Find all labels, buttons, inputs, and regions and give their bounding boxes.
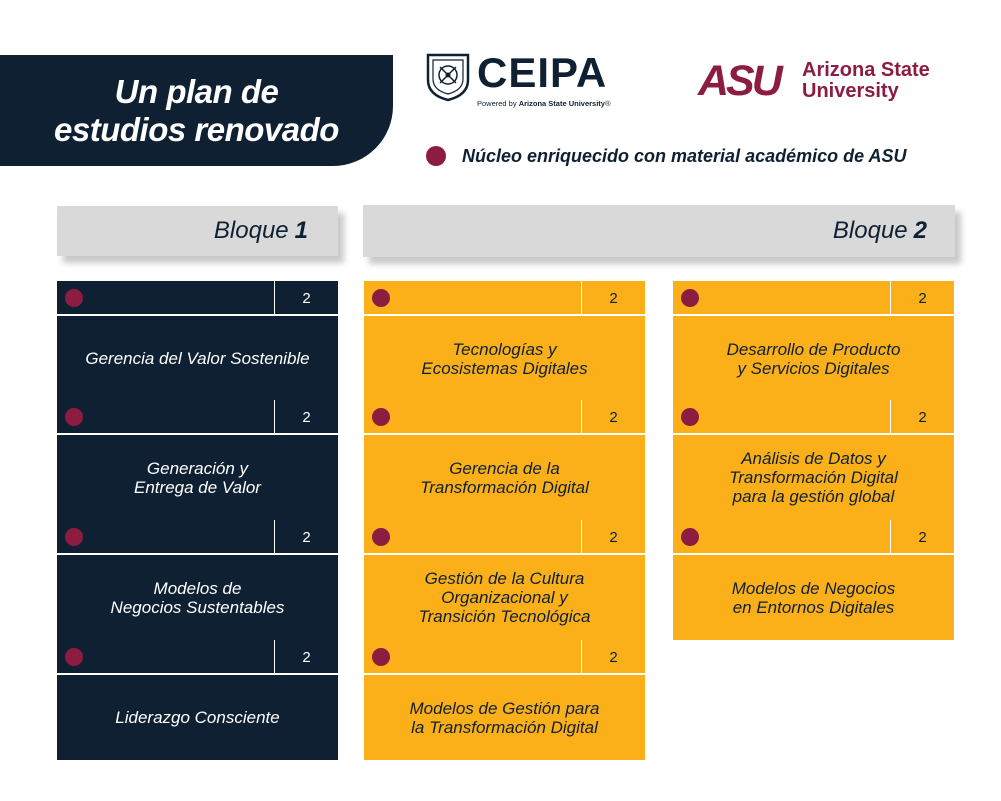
course-credits: 2 <box>890 281 954 315</box>
course-name: Gerencia de la Transformación Digital <box>420 458 589 497</box>
course-credits: 2 <box>890 400 954 434</box>
course-card <box>364 520 645 640</box>
asu-core-dot-icon <box>681 528 699 546</box>
course-card <box>673 281 954 401</box>
course-credits: 2 <box>274 520 338 554</box>
asu-core-dot-icon <box>681 408 699 426</box>
course-credits: 2 <box>890 520 954 554</box>
legend <box>426 143 906 169</box>
ceipa-logo <box>425 49 635 114</box>
course-card <box>57 400 338 520</box>
course-credits: 2 <box>274 281 338 315</box>
course-name: Desarrollo de Producto y Servicios Digitales <box>726 339 901 378</box>
course-card <box>673 520 954 640</box>
asu-core-dot-icon <box>65 289 83 307</box>
block-2-header: Bloque 2 <box>363 205 955 257</box>
asu-core-dot-icon <box>372 528 390 546</box>
page-title-line-1: Un plan de <box>114 72 279 110</box>
course-card <box>364 400 645 520</box>
course-name: Gestión de la Cultura Organizacional y Transición Tecnológica <box>418 569 591 626</box>
course-card <box>57 640 338 760</box>
asu-core-dot-icon <box>372 408 390 426</box>
asu-mark: ASU <box>698 57 780 105</box>
asu-core-dot-icon <box>65 648 83 666</box>
course-name: Modelos de Gestión para la Transformación Digital <box>409 698 600 737</box>
course-name: Modelos de Negocios en Entornos Digitales <box>731 578 896 617</box>
course-name: Generación y Entrega de Valor <box>134 458 261 497</box>
page-title-line-2: estudios renovado <box>54 110 339 148</box>
course-credits: 2 <box>274 400 338 434</box>
title-banner <box>0 55 393 166</box>
asu-core-dot-icon <box>681 289 699 307</box>
course-credits: 2 <box>581 400 645 434</box>
course-name: Tecnologías y Ecosistemas Digitales <box>421 339 588 378</box>
course-credits: 2 <box>274 640 338 674</box>
course-name: Modelos de Negocios Sustentables <box>110 578 285 617</box>
asu-wordmark: Arizona State University <box>802 59 930 102</box>
course-card <box>57 520 338 640</box>
course-card <box>673 400 954 520</box>
course-card <box>364 281 645 401</box>
asu-core-dot-icon <box>426 146 446 166</box>
course-card <box>364 640 645 760</box>
asu-core-dot-icon <box>372 289 390 307</box>
course-credits: 2 <box>581 281 645 315</box>
asu-logo <box>698 58 958 106</box>
ceipa-powered-by: Powered by Arizona State University® <box>477 99 611 108</box>
asu-core-dot-icon <box>65 528 83 546</box>
course-credits: 2 <box>581 640 645 674</box>
course-name: Análisis de Datos y Transformación Digital para la gestión global <box>729 449 898 506</box>
course-credits: 2 <box>581 520 645 554</box>
block-1-header: Bloque 1 <box>57 206 338 256</box>
course-name: Gerencia del Valor Sostenible <box>85 349 310 368</box>
course-card <box>57 281 338 401</box>
asu-core-dot-icon <box>372 648 390 666</box>
course-name: Liderazgo Consciente <box>115 708 280 727</box>
ceipa-wordmark: CEIPA <box>477 49 608 96</box>
legend-text: Núcleo enriquecido con material académico de ASU <box>462 145 907 166</box>
ceipa-crest-icon <box>425 52 471 102</box>
asu-core-dot-icon <box>65 408 83 426</box>
